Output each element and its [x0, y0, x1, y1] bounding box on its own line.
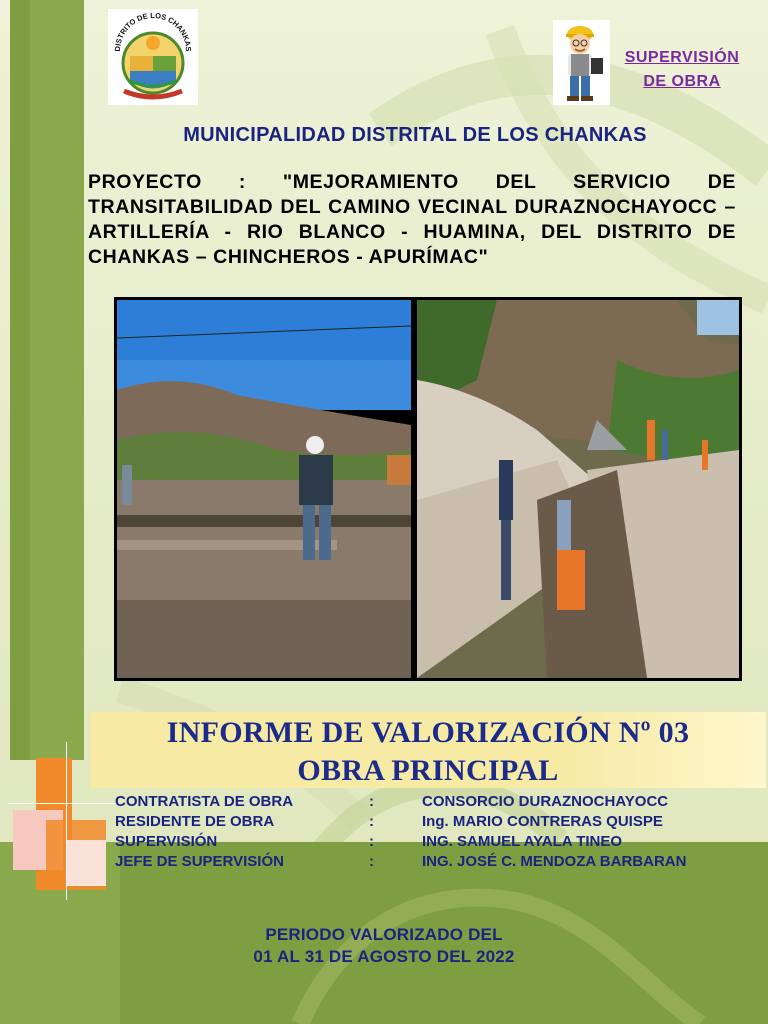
detail-label-residente: RESIDENTE DE OBRA — [115, 813, 275, 830]
detail-value-jefe: ING. JOSÉ C. MENDOZA BARBARAN — [422, 853, 687, 870]
photo-road-works-engineer — [114, 297, 414, 681]
report-title-line1: INFORME DE VALORIZACIÓN Nº 03 — [166, 716, 690, 749]
detail-colon: : — [369, 833, 374, 850]
supervision-title — [612, 46, 752, 94]
detail-colon: : — [369, 793, 374, 810]
report-title-line2: OBRA PRINCIPAL — [297, 754, 559, 787]
supervision-line2: DE OBRA — [643, 73, 721, 90]
detail-colon: : — [369, 853, 374, 870]
thin-white-line — [66, 742, 67, 900]
photo-1-image — [117, 300, 411, 678]
light-square-decoration — [66, 840, 106, 886]
thin-white-line-h — [8, 803, 120, 804]
municipality-name: MUNICIPALIDAD DISTRITAL DE LOS CHANKAS — [183, 124, 647, 146]
detail-label-contratista: CONTRATISTA DE OBRA — [115, 793, 294, 810]
photo-trench-workers — [414, 297, 742, 681]
period-line1: PERIODO VALORIZADO DEL — [265, 925, 503, 944]
detail-value-residente: Ing. MARIO CONTRERAS QUISPE — [422, 813, 663, 830]
detail-label-supervision: SUPERVISIÓN — [115, 833, 218, 850]
svg-text:DISTRITO DE LOS CHANKAS: DISTRITO DE LOS CHANKAS — [112, 11, 194, 52]
report-title — [90, 714, 766, 790]
worker-cartoon-icon — [553, 20, 610, 105]
period-line2: 01 AL 31 DE AGOSTO DEL 2022 — [253, 947, 515, 966]
detail-value-supervision: ING. SAMUEL AYALA TINEO — [422, 833, 623, 850]
supervision-line1: SUPERVISIÓN — [624, 49, 740, 66]
detail-colon: : — [369, 813, 374, 830]
supervisor-worker-illustration — [553, 20, 610, 105]
detail-value-contratista: CONSORCIO DURAZNOCHAYOCC — [422, 793, 669, 810]
photo-2-image — [417, 300, 739, 678]
valuation-period — [0, 924, 768, 968]
left-green-strip-inner — [30, 0, 84, 760]
shield-emblem-icon — [110, 11, 196, 103]
detail-label-jefe: JEFE DE SUPERVISIÓN — [115, 853, 284, 870]
project-description: PROYECTO : "MEJORAMIENTO DEL SERVICIO DE TRANSITABILIDAD DEL CAMINO VECINAL DURAZNOCHAYOCC – ARTILLERÍA - RIO BLANCO - HUAMINA, DEL DISTRITO DE CHANKAS – CHINCHEROS - APURÍMAC" — [88, 171, 736, 268]
municipality-logo — [108, 9, 198, 105]
